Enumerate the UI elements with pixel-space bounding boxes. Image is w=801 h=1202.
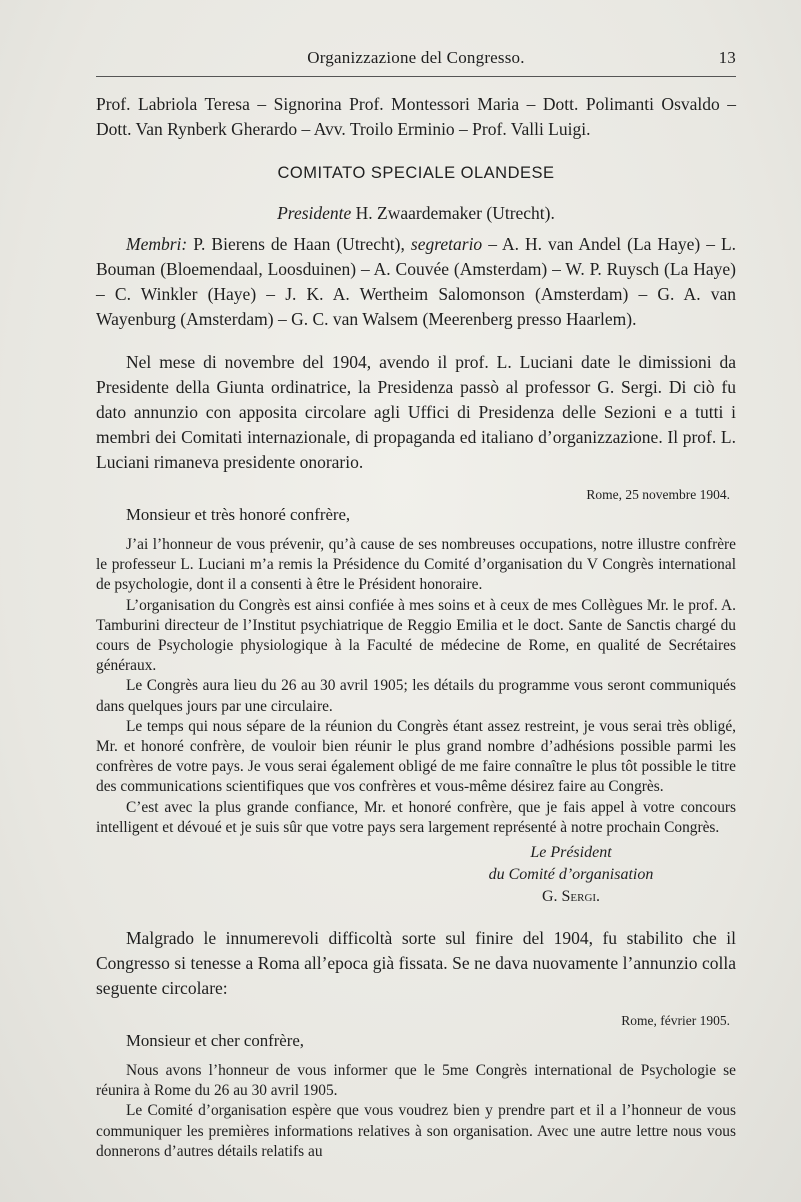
letter1-p5: C’est avec la plus grande confiance, Mr. et honoré confrère, que je fais appel à votre concours intelligent et dévoué et je suis sûr que votre pays sera largement représenté à notre prochain Congrès. xyxy=(96,798,736,836)
secretary-label: segretario xyxy=(410,234,483,254)
president-label: Presidente xyxy=(277,203,352,223)
section-title: COMITATO SPECIALE OLANDESE xyxy=(277,164,555,182)
signature-line2: du Comité d’organisation xyxy=(488,866,654,884)
letter1-salutation: Monsieur et très honoré confrère, xyxy=(126,505,351,524)
members-part1: P. Bierens de Haan (Utrecht), xyxy=(193,234,405,254)
letter2-p2: Le Comité d’organisation espère que vous voudrez bien y prendre part et il a l’honneur de vous communiquer les premières informations relatives à son organisation. Avec une autre lettre nous vous donnerons d’autres détails relatifs au xyxy=(96,1102,736,1160)
letter1-p1: J’ai l’honneur de vous prévenir, qu’à cause de ses nombreuses occupations, notre illustre confrère le professeur L. Luciani m’a remis la Présidence du Comité d’organisation du V Congrès international de psychologie, dont il a consenti à être le Président honoraire. xyxy=(96,536,736,594)
letter1-p3: Le Congrès aura lieu du 26 au 30 avril 1905; les détails du programme vous seront communiqués dans quelques jours par une circulaire. xyxy=(96,677,736,715)
letter2-salutation: Monsieur et cher confrère, xyxy=(126,1031,304,1051)
members-part2: – A. H. van Andel (La Haye) – L. Bouman (Bloemendaal, Loosduinen) – A. Couvée (Amsterdam) – W. P. Ruysch (La Haye) – C. Winkler (Haye) – J. K. A. Wertheim Salomonson (Amsterdam) – G. A. van Wayenburg (Amsterdam) – G. C. van Walsem (Meerenberg presso Haarlem). xyxy=(96,234,737,329)
letter1-date: Rome, 25 novembre 1904. xyxy=(586,487,730,502)
committee-members xyxy=(96,232,736,332)
page-number: 13 xyxy=(718,48,736,67)
letter1-p2: L’organisation du Congrès est ainsi confiée à mes soins et à ceux de mes Collègues Mr. le prof. A. Tamburini directeur de l’Institut psychiatrique de Reggio Emilia et le doct. Sante de Sanctis chargé du cours de Psychologie physiologique à la Faculté de médecine de Rome, en qualité de Secrétaires généraux. xyxy=(96,596,736,675)
page-body xyxy=(96,92,736,1162)
paragraph-2: Malgrado le innumerevoli difficoltà sorte sul finire del 1904, fu stabilito che il Congresso si tenesse a Roma all’epoca già fissata. Se ne dava nuovamente l’annunzio colla seguente circolare: xyxy=(96,928,736,999)
letter2-date: Rome, février 1905. xyxy=(621,1013,730,1029)
paragraph-1: Nel mese di novembre del 1904, avendo il prof. L. Luciani date le dimissioni da Presidente della Giunta ordinatrice, la Presidenza passò al professor G. Sergi. Di ciò fu dato annunzio con apposita circolare agli Uffici di Presidenza delle Sezioni e a tutti i membri dei Comitati internazionale, di propaganda ed italiano d’organizzazione. Il prof. L. Luciani rimaneva presidente onorario. xyxy=(96,352,736,472)
signature-line1: Le Président xyxy=(530,844,612,862)
intro-members: Prof. Labriola Teresa – Signorina Prof. Montessori Maria – Dott. Polimanti Osvaldo – Dott. Van Rynberk Gherardo – Avv. Troilo Erminio – Prof. Valli Luigi. xyxy=(96,94,736,139)
running-title: Organizzazione del Congresso. xyxy=(307,48,525,67)
letter1-signature xyxy=(96,842,736,908)
committee-president xyxy=(96,201,736,226)
header-rule xyxy=(96,76,736,77)
signature-line3: G. Sergi. xyxy=(541,888,601,906)
members-label: Membri: xyxy=(126,234,188,254)
running-header xyxy=(96,48,736,68)
letter1-p4: Le temps qui nous sépare de la réunion du Congrès étant assez restreint, je vous serai très obligé, Mr. et honoré confrère, de vouloir bien réunir le plus grand nombre d’adhésions possible parmi les confrères de votre pays. Je vous serai également obligé de me faire connaître le plus tôt possible le titre des communications scientifiques que vos confrères et vous-même désirez faire au Congrès. xyxy=(96,717,736,796)
president-name: H. Zwaardemaker (Utrecht). xyxy=(355,203,555,223)
letter2-p1: Nous avons l’honneur de vous informer que le 5me Congrès international de Psychologie se réunira à Rome du 26 au 30 avril 1905. xyxy=(96,1062,736,1100)
